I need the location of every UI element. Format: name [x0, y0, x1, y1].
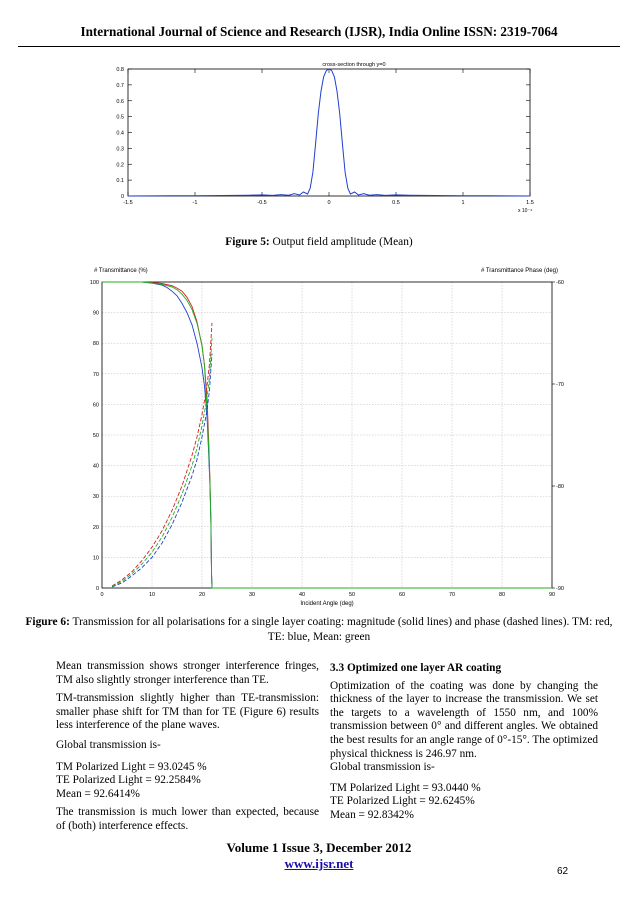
right-paragraph-2: Global transmission is- — [330, 761, 435, 774]
series-line-mean-phase — [112, 338, 212, 586]
y-tick-label: 20 — [92, 524, 99, 531]
x-tick-label: 0 — [100, 592, 104, 598]
right-te-value: TE Polarized Light = 92.6245% — [330, 795, 475, 808]
x-tick-label: 70 — [448, 592, 456, 598]
y-tick-label: 0.5 — [116, 114, 124, 121]
figure-5-caption-label: Figure 5: — [225, 236, 270, 248]
figure-5-caption-text: Output field amplitude (Mean) — [269, 236, 413, 248]
left-paragraph-4: The transmission is much lower than expected, because of (both) interference effects. — [56, 806, 319, 832]
x-tick-label: 60 — [398, 592, 406, 598]
y-tick-label: 0.2 — [116, 162, 124, 169]
left-te-value: TE Polarized Light = 92.2584% — [56, 774, 201, 787]
right-paragraph-1: Optimization of the coating was done by changing the thickness of the layer to increase the transmission. We set the targets to a wavelength of 1550 nm, and 100% transmission between 0° and different angles. We obtained the best results for an angle range of 0°-15°. The optimized physical thickness is 246.97 nm. — [330, 679, 598, 760]
y2-tick-label: -80 — [556, 484, 564, 490]
figure-5-chart — [98, 58, 558, 218]
x-tick-label: -1 — [192, 200, 198, 206]
figure-6-chart — [80, 262, 580, 612]
footer-link[interactable]: www.ijsr.net — [284, 856, 354, 871]
y-tick-label: 0.8 — [116, 67, 124, 73]
plot-frame — [128, 69, 530, 196]
x-scale-label: x 10⁻⁴ — [518, 208, 533, 214]
left-paragraph-2: TM-transmission slightly higher than TE-transmission: smaller phase shift for TM than for TE (Figure 6) results less interference of the plane waves. — [56, 692, 319, 732]
y-tick-label: 90 — [92, 310, 99, 317]
figure-6-caption — [18, 615, 620, 645]
right-legend: # Transmittance Phase (deg) — [480, 268, 558, 274]
left-mean-value: Mean = 92.6414% — [56, 787, 140, 800]
y-tick-label: 100 — [89, 280, 99, 286]
right-tm-value: TM Polarized Light = 93.0440 % — [330, 781, 481, 794]
footer-volume: Volume 1 Issue 3, December 2012 — [226, 840, 412, 855]
y-tick-label: 0.6 — [116, 98, 124, 105]
y-tick-label: 0.1 — [116, 178, 124, 185]
y-tick-label: 0 — [120, 194, 124, 200]
page-number: 62 — [557, 866, 569, 877]
y-tick-label: 30 — [92, 494, 99, 501]
x-tick-label: 1 — [461, 200, 465, 206]
right-mean-value: Mean = 92.8342% — [330, 808, 414, 821]
amplitude-series-line — [128, 69, 530, 196]
y-tick-label: 60 — [92, 402, 99, 409]
x-tick-label: 0 — [327, 200, 331, 206]
x-tick-label: 50 — [348, 592, 356, 598]
x-tick-label: 80 — [498, 592, 506, 598]
left-tm-value: TM Polarized Light = 93.0245 % — [56, 760, 207, 773]
x-tick-label: -0.5 — [257, 200, 267, 206]
y-tick-label: 80 — [92, 341, 99, 348]
left-column — [56, 660, 319, 834]
right-column — [330, 662, 598, 823]
x-tick-label: 30 — [248, 592, 256, 598]
y-tick-label: 0.3 — [116, 146, 124, 153]
x-tick-label: 10 — [148, 592, 156, 598]
figure-6-caption-text: Transmission for all polarisations for a single layer coating: magnitude (solid lines) and phase (dashed lines). TM: red, TE: blue, Mean: green — [69, 616, 613, 643]
x-tick-label: 0.5 — [392, 200, 400, 206]
x-axis-label: Incident Angle (deg) — [300, 601, 354, 607]
x-tick-label: 40 — [298, 592, 306, 598]
y-tick-label: 0 — [95, 586, 99, 592]
y-tick-label: 10 — [92, 555, 99, 562]
x-tick-label: -1.5 — [123, 200, 133, 206]
figure-5-caption — [0, 235, 638, 250]
series-line-te-phase — [112, 353, 212, 587]
y-tick-label: 40 — [92, 463, 99, 470]
y-tick-label: 0.4 — [116, 130, 124, 137]
x-tick-label: 1.5 — [526, 200, 534, 206]
left-legend: # Transmittance (%) — [94, 268, 148, 274]
y2-tick-label: -60 — [556, 280, 564, 286]
y-tick-label: 0.7 — [116, 82, 124, 89]
y-tick-label: 50 — [92, 433, 99, 439]
series-line-tm-phase — [112, 323, 212, 586]
chart-title: cross-section through y=0 — [322, 62, 386, 68]
x-tick-label: 20 — [198, 592, 206, 598]
x-tick-label: 90 — [548, 592, 556, 598]
y-tick-label: 70 — [92, 371, 99, 378]
y2-tick-label: -70 — [556, 382, 564, 388]
y2-tick-label: -90 — [556, 586, 564, 592]
left-paragraph-1: Mean transmission shows stronger interference fringes, TM also slightly stronger interference than TE. — [56, 660, 319, 686]
left-paragraph-3: Global transmission is- — [56, 738, 161, 751]
section-heading: 3.3 Optimized one layer AR coating — [330, 662, 502, 674]
journal-header: International Journal of Science and Research (IJSR), India Online ISSN: 2319-7064 — [80, 24, 558, 39]
header-rule — [18, 46, 620, 47]
figure-6-caption-label: Figure 6: — [25, 616, 70, 628]
